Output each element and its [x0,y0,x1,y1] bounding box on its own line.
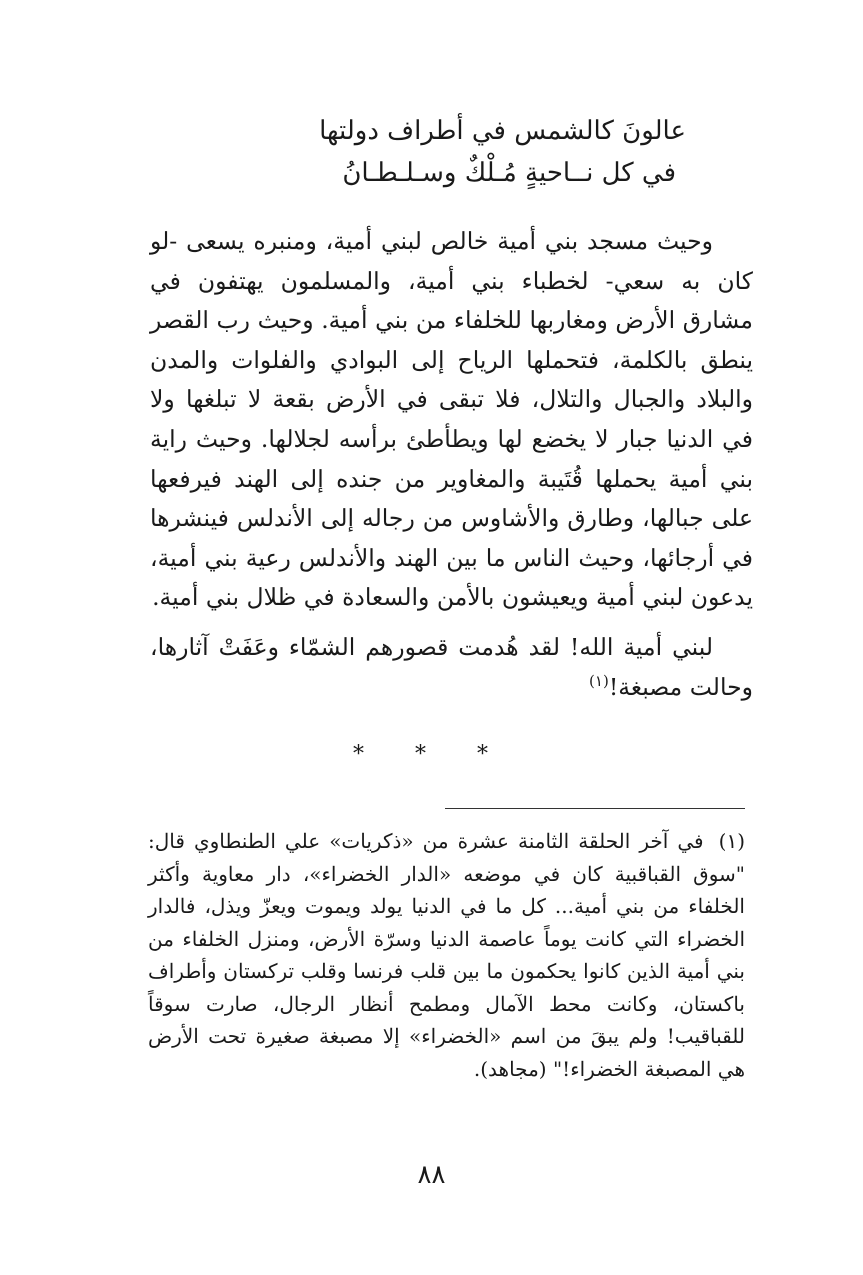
verse-line-1: عالونَ كالشمس في أطراف دولتها [319,116,686,146]
page-number: ٨٨ [417,1160,446,1190]
verse-line-2: في كل نــاحيةٍ مُـلْكٌ وسـلـطـانُ [342,158,676,188]
footnote-divider [445,808,745,809]
footnote [148,825,745,1085]
poetry-verse [166,110,686,194]
main-text [150,222,753,717]
section-separator: * * * [353,742,510,767]
paragraph-2 [150,628,753,707]
footnote-reference[interactable]: (١) [589,671,609,690]
paragraph-1: وحيث مسجد بني أمية خالص لبني أمية، ومنبره يسعى -لو كان به سعي- لخطباء بني أمية، والمسلمون يهتفون في مشارق الأرض ومغاربها للخلفاء من بني أمية. وحيث رب القصر ينطق بالكلمة، فتحملها الرياح إلى البوادي والفلوات والمدن والبلاد والجبال والتلال، فلا تبقى في الأرض بقعة لا تبلغها ولا في الدنيا جبار لا يخضع لها ويطأطئ برأسه لجلالها. وحيث راية بني أمية يحملها قُتَيبة والمغاوير من جنده إلى الهند فيرفعها على جبالها، وطارق والأشاوس من رجاله إلى الأندلس فينشرها في أرجائها، وحيث الناس ما بين الهند والأندلس رعية بني أمية، يدعون لبني أمية ويعيشون بالأمن والسعادة في ظلال بني أمية. [150,227,753,612]
footnote-text: في آخر الحلقة الثامنة عشرة من «ذكريات» علي الطنطاوي قال: "سوق القباقبية كان في موضعه «الدار الخضراء»، دار معاوية وأكثر الخلفاء من بني أمية... كل ما في الدنيا يولد ويموت ويعزّ ويذل، فالدار الخضراء التي كانت يوماً عاصمة الدنيا وسرّة الأرض، ومنزل الخلفاء من بني أمية الذين كانوا يحكمون ما بين قلب فرنسا وقلب تركستان وأطراف باكستان، وكانت محط الآمال ومطمح أنظار الرجال، صارت سوقاً للقباقيب! ولم يبقَ من اسم «الخضراء» إلا مصبغة صغيرة تحت الأرض هي المصبغة الخضراء!" (مجاهد). [148,829,745,1081]
footnote-number: (١) [718,829,745,853]
paragraph-2-text: لبني أمية الله! لقد هُدمت قصورهم الشمّاء وعَفَتْ آثارها، وحالت مصبغة! [150,632,753,701]
